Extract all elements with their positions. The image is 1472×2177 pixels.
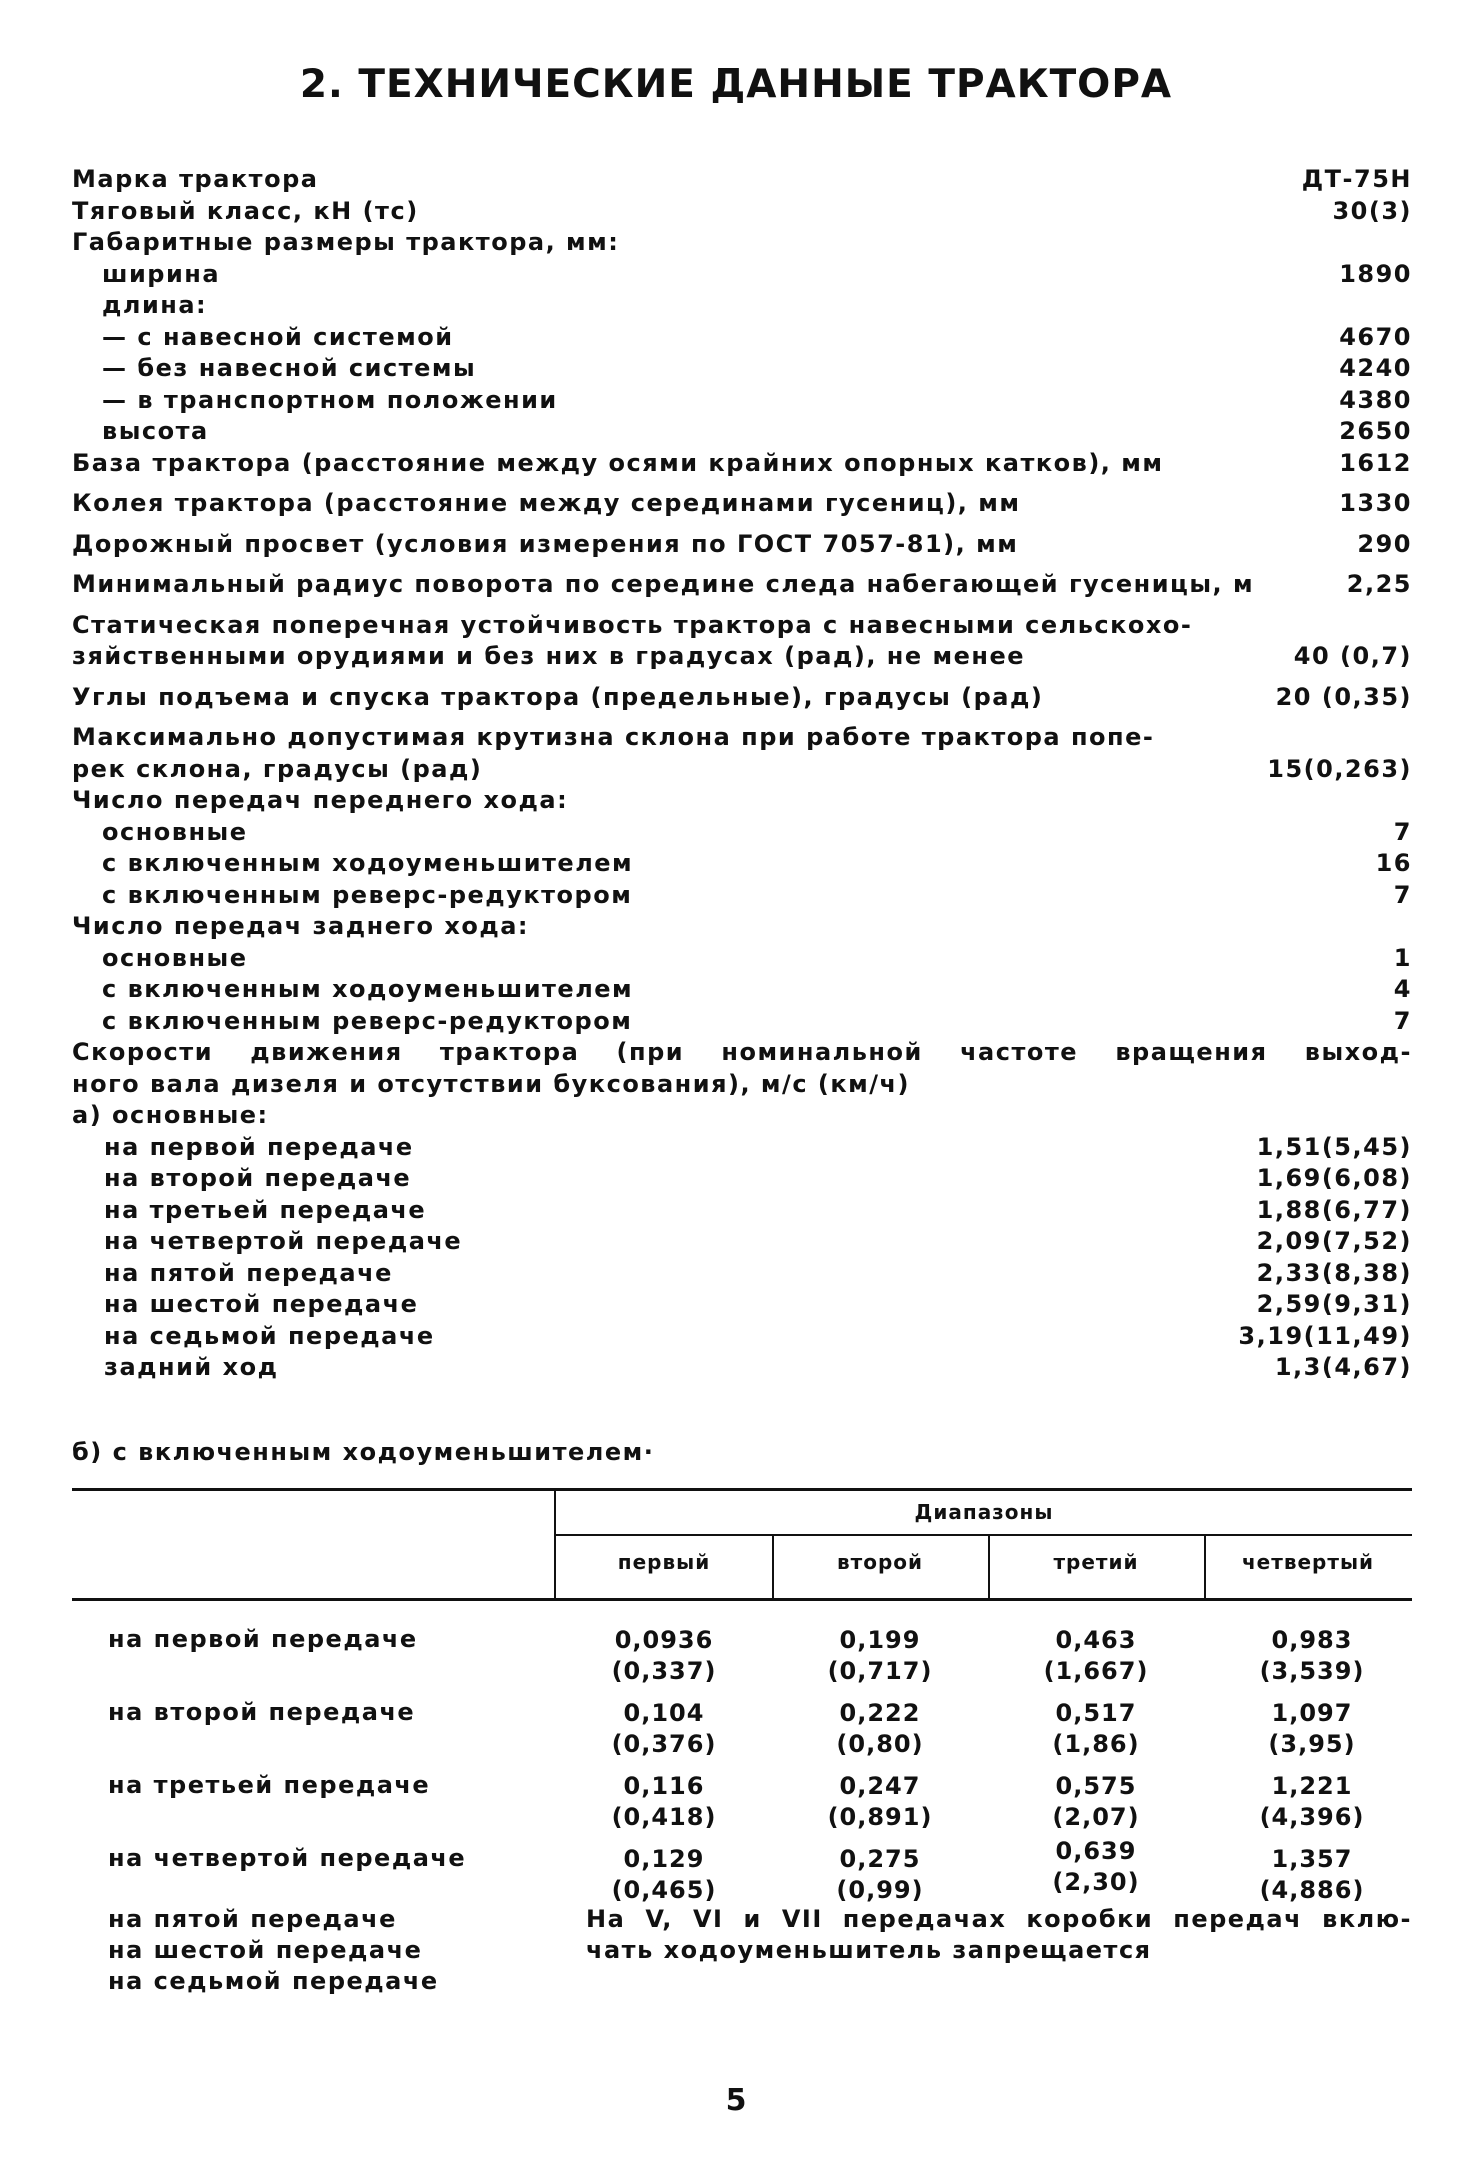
- spec-row-height: [72, 416, 1412, 448]
- spec-value: 1: [1393, 943, 1412, 972]
- spec-label: Дорожный просвет (условия измерения по ГОСТ 7057-81), мм: [72, 529, 1019, 558]
- spec-value: 4380: [1339, 385, 1412, 414]
- table-cell: [556, 1698, 772, 1760]
- spec-label: Колея трактора (расстояние между серединами гусениц), мм: [72, 489, 1021, 517]
- cell-value-kmh: (0,99): [836, 1876, 924, 1904]
- column-header-second: второй: [836, 1550, 924, 1574]
- spec-row-length: [72, 290, 1412, 322]
- spec-value: 4670: [1339, 322, 1412, 351]
- table-cell: [988, 1836, 1204, 1898]
- creeper-prohibited-gears: [108, 1904, 439, 1997]
- cell-value: 1,221: [1271, 1772, 1353, 1800]
- spec-value: 2,33(8,38): [1256, 1258, 1412, 1287]
- spec-label: основные: [102, 817, 248, 846]
- spec-list: [72, 164, 1412, 1384]
- spec-label: Статическая поперечная устойчивость трактора с навесными сельскохо- зяйственными орудиями и без них в градусах (рад), не менее: [72, 610, 1193, 670]
- spec-row-track: [72, 488, 1412, 520]
- spec-value: 2,25: [1346, 570, 1412, 598]
- spec-label: на первой передаче: [104, 1132, 414, 1161]
- cell-value: 0,222: [839, 1699, 921, 1727]
- spec-value: 1890: [1339, 259, 1412, 288]
- spec-label: с включенным реверс-редуктором: [102, 880, 633, 909]
- spec-value: 15(0,263): [1267, 754, 1412, 783]
- table-group-header: Диапазоны: [914, 1500, 1054, 1524]
- spec-value: 2650: [1339, 417, 1412, 445]
- cell-value-kmh: (0,80): [836, 1730, 924, 1758]
- spec-value: 16: [1375, 849, 1412, 877]
- table-cell: [988, 1771, 1204, 1833]
- spec-row-width: [72, 259, 1412, 291]
- spec-value: 4: [1393, 975, 1412, 1003]
- spec-label: на третьей передаче: [104, 1195, 427, 1224]
- cell-value-kmh: (3,539): [1259, 1657, 1365, 1685]
- spec-row-rev-reverser: [72, 1006, 1412, 1038]
- spec-row-fwd-reverser: [72, 880, 1412, 912]
- spec-label: ширина: [102, 259, 221, 288]
- cell-value-kmh: (2,30): [1052, 1868, 1140, 1896]
- cell-value: 0,199: [839, 1626, 921, 1654]
- spec-value: 7: [1393, 1006, 1412, 1035]
- creeper-subheading: б) с включенным ходоуменьшителем·: [72, 1438, 655, 1466]
- table-cell: [1204, 1771, 1420, 1833]
- spec-row-speed-1: [72, 1132, 1412, 1164]
- spec-value: 2,09(7,52): [1256, 1227, 1412, 1255]
- spec-label: с включенным ходоуменьшителем: [102, 849, 634, 877]
- spec-row-rev-gears: [72, 911, 1412, 943]
- spec-label: — с навесной системой: [102, 322, 454, 351]
- spec-row-speed-2: [72, 1163, 1412, 1195]
- cell-value: 0,247: [839, 1772, 921, 1800]
- cell-value: 0,116: [623, 1772, 705, 1800]
- spec-row-speed-3: [72, 1195, 1412, 1227]
- spec-row-fwd-main: [72, 817, 1412, 849]
- table-cell: [556, 1844, 772, 1906]
- cell-value-kmh: (0,418): [611, 1803, 717, 1831]
- column-header-third: третий: [1053, 1550, 1139, 1574]
- spec-value: 290: [1357, 529, 1412, 558]
- table-row-label: на второй передаче: [108, 1698, 416, 1726]
- spec-label: Скорости движения трактора (при номинальной частоте вращения выход-: [72, 1038, 1412, 1066]
- spec-row-speed-4: [72, 1226, 1412, 1258]
- column-header-fourth: четвертый: [1241, 1550, 1375, 1574]
- spec-row-speed-reverse: [72, 1352, 1412, 1384]
- page-title: 2. ТЕХНИЧЕСКИЕ ДАННЫЕ ТРАКТОРА: [299, 62, 1173, 107]
- spec-label: на четвертой передаче: [104, 1227, 463, 1255]
- spec-row-turn-radius: [72, 569, 1412, 601]
- spec-row-clearance: [72, 529, 1412, 561]
- table-row-label: на третьей передаче: [108, 1771, 431, 1799]
- spec-value: 2,59(9,31): [1256, 1290, 1412, 1318]
- table-cell: [988, 1698, 1204, 1760]
- cell-value: 0,129: [623, 1845, 705, 1873]
- spec-label: Тяговый класс, кН (тс): [72, 196, 419, 225]
- spec-label: Марка трактора: [72, 165, 319, 193]
- spec-label: на шестой передаче: [104, 1290, 419, 1318]
- table-cell: [772, 1844, 988, 1906]
- table-row-label: на пятой передаче: [108, 1905, 397, 1933]
- spec-label: высота: [102, 417, 209, 445]
- cell-value-kmh: (1,86): [1052, 1730, 1140, 1758]
- spec-value: 20 (0,35): [1275, 682, 1412, 711]
- spec-row-speed-7: [72, 1321, 1412, 1353]
- table-cell: [556, 1771, 772, 1833]
- cell-value: 0,275: [839, 1845, 921, 1873]
- spec-row-brand: [72, 164, 1412, 196]
- spec-row-speeds-heading-2: [72, 1069, 1412, 1101]
- table-cell: [772, 1625, 988, 1687]
- spec-value: 1612: [1339, 448, 1412, 477]
- spec-label: Углы подъема и спуска трактора (предельные), градусы (рад): [72, 682, 1044, 711]
- spec-row-stability: [72, 610, 1412, 673]
- spec-value: 1330: [1339, 489, 1412, 517]
- table-cell: [772, 1698, 988, 1760]
- creeper-prohibition-note: [586, 1904, 1412, 1966]
- cell-value: 0,575: [1055, 1772, 1137, 1800]
- spec-row-speeds-main: [72, 1100, 1412, 1132]
- table-row-label: на первой передаче: [108, 1625, 418, 1653]
- spec-label: Число передач заднего хода:: [72, 912, 529, 940]
- spec-label: Максимально допустимая крутизна склона при работе трактора попе- рек склона, градусы (рад): [72, 723, 1155, 783]
- spec-label: — в транспортном положении: [102, 385, 558, 414]
- table-row-label: на седьмой передаче: [108, 1967, 439, 1995]
- column-header-first: первый: [617, 1550, 711, 1574]
- spec-value: 1,69(6,08): [1256, 1164, 1412, 1192]
- page-number: 5: [725, 2083, 747, 2118]
- cell-value: 1,097: [1271, 1699, 1353, 1727]
- cell-value-kmh: (0,465): [611, 1876, 717, 1904]
- spec-value: 4240: [1339, 354, 1412, 382]
- spec-row-angles: [72, 682, 1412, 714]
- spec-value: 7: [1393, 880, 1412, 909]
- spec-row-dimensions: [72, 227, 1412, 259]
- spec-value: 40 (0,7): [1293, 642, 1412, 670]
- spec-label: Габаритные размеры трактора, мм:: [72, 228, 620, 256]
- spec-row-class: [72, 196, 1412, 228]
- spec-label: длина:: [102, 291, 208, 319]
- spec-row-speed-5: [72, 1258, 1412, 1290]
- spec-row-length-nohitch: [72, 353, 1412, 385]
- cell-value-kmh: (0,376): [611, 1730, 717, 1758]
- cell-value-kmh: (3,95): [1268, 1730, 1356, 1758]
- spec-row-length-hitch: [72, 322, 1412, 354]
- cell-value-kmh: (0,337): [611, 1657, 717, 1685]
- cell-value: 0,0936: [614, 1626, 714, 1654]
- spec-label: Минимальный радиус поворота по середине следа набегающей гусеницы, м: [72, 570, 1255, 598]
- spec-value: 1,51(5,45): [1256, 1132, 1412, 1161]
- cell-value: 0,463: [1055, 1626, 1137, 1654]
- cell-value: 1,357: [1271, 1845, 1353, 1873]
- note-line: На V, VI и VII передачах коробки передач вклю-: [586, 1905, 1412, 1933]
- creeper-speed-table: [72, 1488, 1412, 1950]
- table-cell: [772, 1771, 988, 1833]
- spec-label: задний ход: [104, 1353, 279, 1381]
- spec-label: основные: [102, 943, 248, 972]
- spec-label: с включенным ходоуменьшителем: [102, 975, 634, 1003]
- cell-value: 0,104: [623, 1699, 705, 1727]
- spec-value: 1,3(4,67): [1274, 1353, 1412, 1381]
- table-cell: [1204, 1698, 1420, 1760]
- spec-row-slope: [72, 722, 1412, 785]
- spec-row-rev-creeper: [72, 974, 1412, 1006]
- spec-label: на седьмой передаче: [104, 1321, 435, 1350]
- spec-label: на пятой передаче: [104, 1258, 393, 1287]
- spec-value: 1,88(6,77): [1256, 1195, 1412, 1224]
- spec-row-speed-6: [72, 1289, 1412, 1321]
- cell-value: 0,639: [1055, 1837, 1137, 1865]
- cell-value-kmh: (4,886): [1259, 1876, 1365, 1904]
- note-line: чать ходоуменьшитель запрещается: [586, 1936, 1152, 1964]
- spec-label: ного вала дизеля и отсутствии буксования), м/с (км/ч): [72, 1069, 910, 1098]
- spec-label: на второй передаче: [104, 1164, 412, 1192]
- spec-value: 30(3): [1332, 196, 1412, 225]
- spec-label: — без навесной системы: [102, 354, 477, 382]
- cell-value-kmh: (0,717): [827, 1657, 933, 1685]
- cell-value: 0,517: [1055, 1699, 1137, 1727]
- cell-value-kmh: (4,396): [1259, 1803, 1365, 1831]
- spec-label: а) основные:: [72, 1101, 269, 1129]
- spec-value: 3,19(11,49): [1238, 1321, 1412, 1350]
- table-cell: [1204, 1844, 1420, 1906]
- spec-row-fwd-gears: [72, 785, 1412, 817]
- spec-value: 7: [1393, 817, 1412, 846]
- table-cell: [988, 1625, 1204, 1687]
- table-cell: [556, 1625, 772, 1687]
- spec-row-speeds-heading-1: [72, 1037, 1412, 1069]
- spec-value: ДТ-75Н: [1301, 165, 1412, 193]
- cell-value-kmh: (1,667): [1043, 1657, 1149, 1685]
- cell-value-kmh: (2,07): [1052, 1803, 1140, 1831]
- spec-label: Число передач переднего хода:: [72, 786, 569, 814]
- spec-row-fwd-creeper: [72, 848, 1412, 880]
- spec-row-length-transport: [72, 385, 1412, 417]
- cell-value: 0,983: [1271, 1626, 1353, 1654]
- spec-row-wheelbase: [72, 448, 1412, 480]
- table-row-label: на четвертой передаче: [108, 1844, 467, 1872]
- table-cell: [1204, 1625, 1420, 1687]
- table-header-rule: [556, 1534, 1412, 1536]
- table-row-label: на шестой передаче: [108, 1936, 423, 1964]
- spec-row-rev-main: [72, 943, 1412, 975]
- cell-value-kmh: (0,891): [827, 1803, 933, 1831]
- spec-label: База трактора (расстояние между осями крайних опорных катков), мм: [72, 448, 1164, 477]
- spec-label: с включенным реверс-редуктором: [102, 1006, 633, 1035]
- table-body-rule: [72, 1598, 1412, 1601]
- table-top-rule: [72, 1488, 1412, 1491]
